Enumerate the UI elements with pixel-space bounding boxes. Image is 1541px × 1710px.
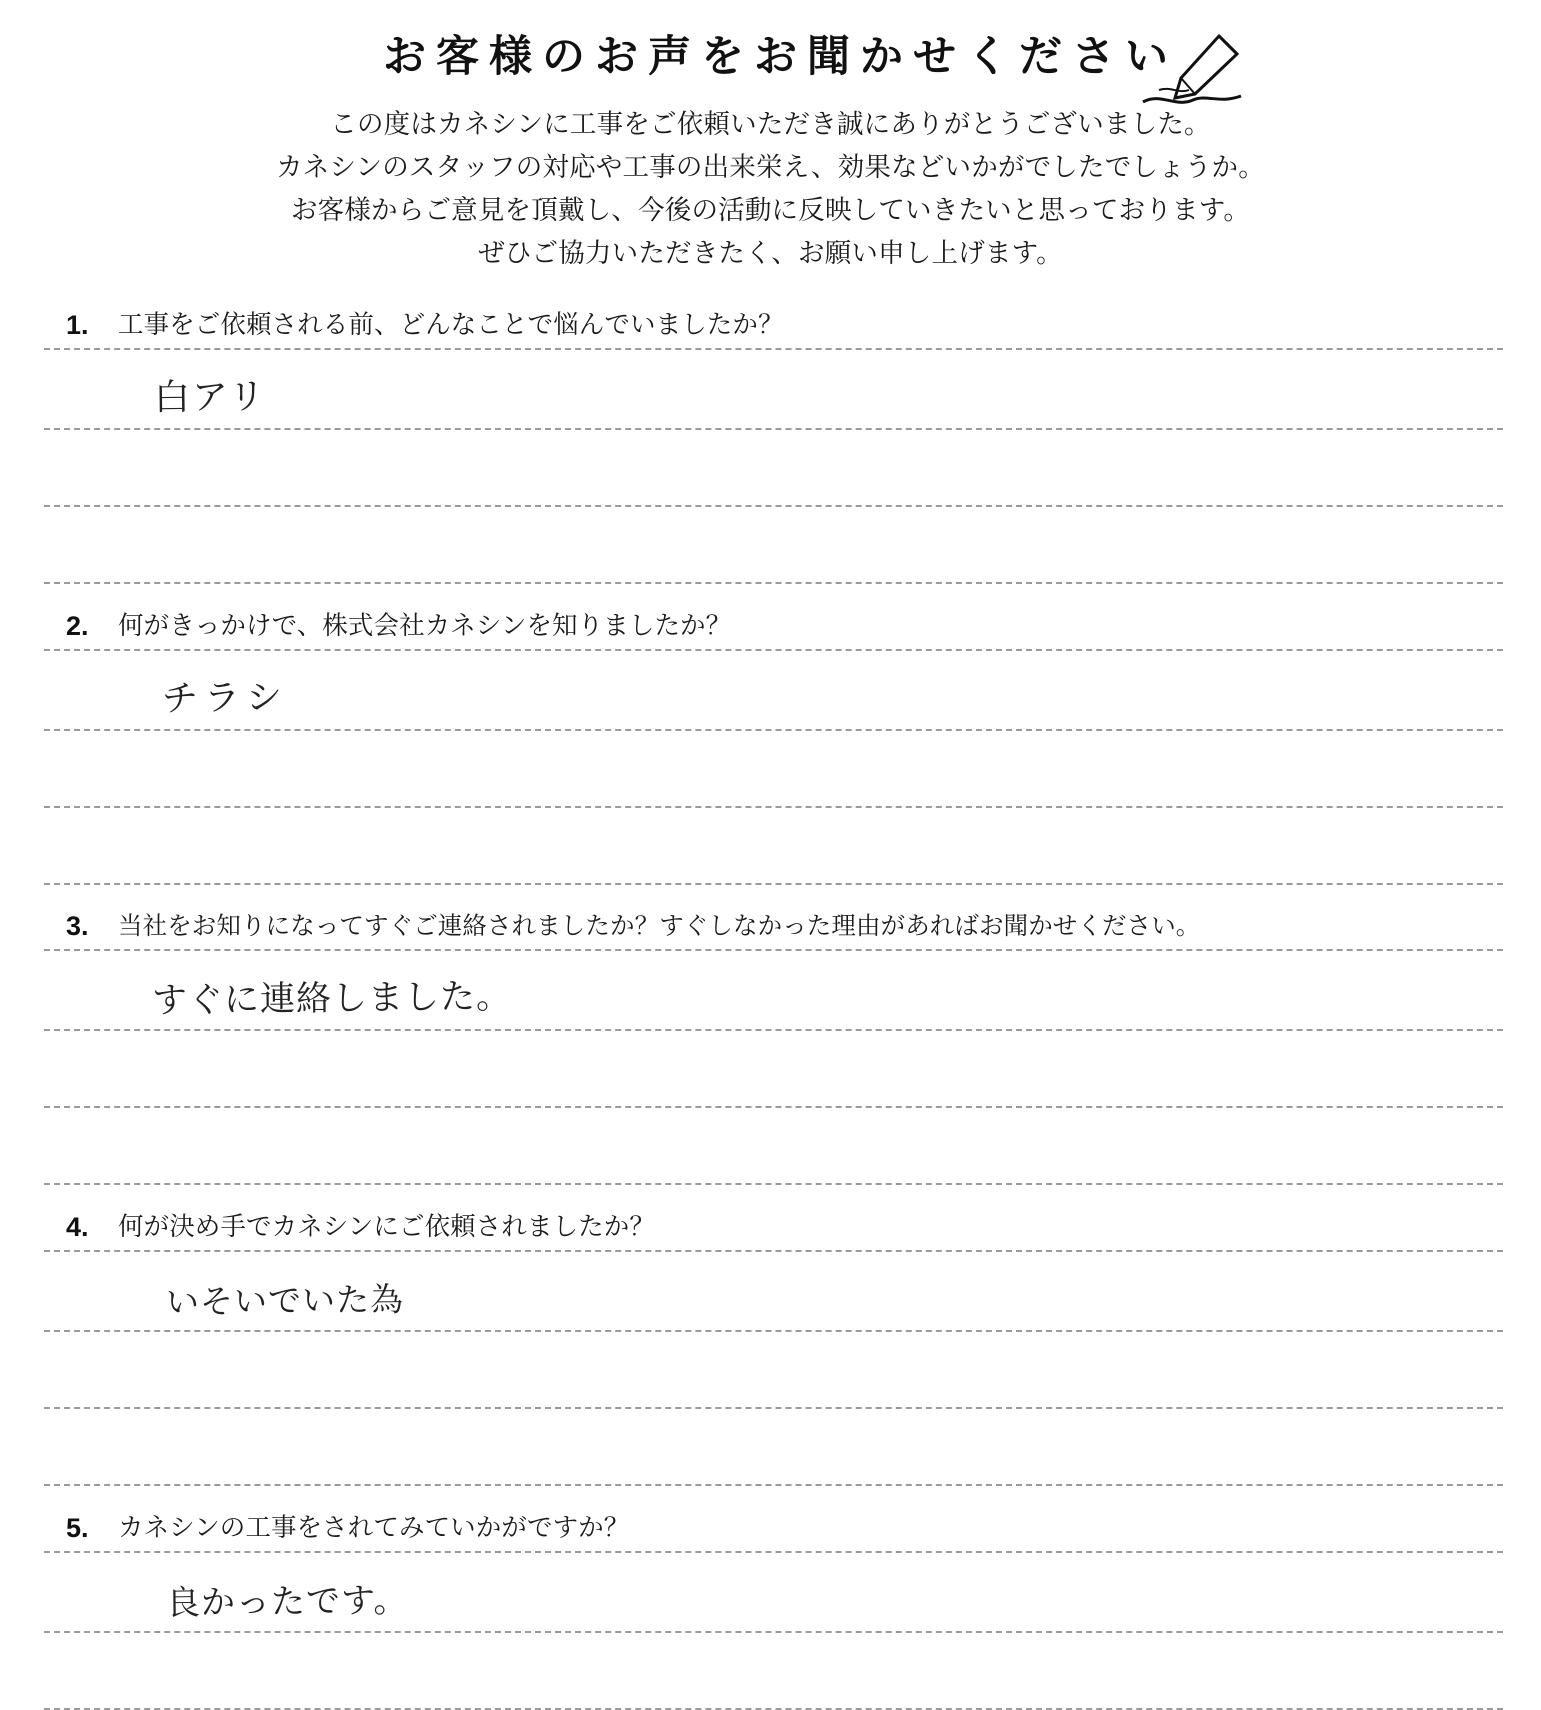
intro-line-4: ぜひご協力いただきたく、お願い申し上げます。 <box>478 238 1063 269</box>
question-header-3 <box>44 907 1503 942</box>
question-block-1 <box>44 305 1503 584</box>
intro-line-3: お客様からご意見を頂戴し、今後の活動に反映していきたいと思っております。 <box>290 195 1251 226</box>
question-number-1: 1. <box>66 309 89 340</box>
answer-text-4: いそいでいた為 <box>165 1279 405 1322</box>
answer-row[interactable] <box>44 1332 1503 1407</box>
question-text-3: 当社をお知りになってすぐご連絡されましたか？すぐしなかった理由があればお聞かせください。 <box>118 912 1201 940</box>
answer-row[interactable] <box>44 1553 1503 1631</box>
questions-list <box>0 305 1541 1710</box>
question-header-4 <box>44 1207 1503 1243</box>
answer-row[interactable] <box>44 1108 1503 1183</box>
answer-lines-2 <box>44 649 1503 885</box>
answer-row[interactable] <box>44 951 1503 1029</box>
answer-row[interactable] <box>44 507 1503 582</box>
question-text-1: 工事をご依頼される前、どんなことで悩んでいましたか？ <box>118 310 784 339</box>
question-number-2: 2. <box>66 610 89 641</box>
answer-row[interactable] <box>44 731 1503 806</box>
answer-row[interactable] <box>44 430 1503 505</box>
question-block-5 <box>44 1508 1503 1710</box>
answer-line-rule <box>44 1183 1503 1185</box>
intro-line-2: カネシンのスタッフの対応や工事の出来栄え、効果などいかがでしたでしょうか。 <box>276 152 1265 183</box>
question-number-5: 5. <box>66 1512 89 1543</box>
question-block-3 <box>44 907 1503 1185</box>
answer-row[interactable] <box>44 1031 1503 1106</box>
intro-line-1: この度はカネシンに工事をご依頼いただき誠にありがとうございました。 <box>330 109 1211 140</box>
answer-lines-4 <box>44 1250 1503 1486</box>
question-text-4: 何が決め手でカネシンにご依頼されましたか？ <box>118 1212 655 1241</box>
answer-row[interactable] <box>44 1252 1503 1330</box>
question-number-4: 4. <box>66 1211 89 1242</box>
question-block-4 <box>44 1207 1503 1486</box>
answer-text-1: 白アリ <box>153 376 267 419</box>
answer-text-3: すぐに連絡しました。 <box>151 976 513 1022</box>
answer-lines-5 <box>44 1551 1503 1710</box>
question-header-2 <box>44 606 1503 642</box>
answer-line-rule <box>44 883 1503 885</box>
answer-row[interactable] <box>44 350 1503 428</box>
answer-lines-1 <box>44 348 1503 584</box>
page-title: お客様のお声をお聞かせください <box>383 33 1178 81</box>
answer-line-rule <box>44 582 1503 584</box>
question-text-2: 何がきっかけで、株式会社カネシンを知りましたか？ <box>118 611 732 640</box>
question-header-1 <box>44 305 1503 341</box>
answer-lines-3 <box>44 949 1503 1185</box>
page-header <box>0 0 1541 275</box>
answer-row[interactable] <box>44 808 1503 883</box>
question-block-2 <box>44 606 1503 885</box>
answer-text-2: チラシ <box>161 677 289 720</box>
intro-text <box>0 103 1541 275</box>
question-header-5 <box>44 1508 1503 1544</box>
answer-row[interactable] <box>44 1409 1503 1484</box>
question-number-3: 3. <box>66 910 89 941</box>
pen-writing-icon <box>1141 30 1251 110</box>
question-text-5: カネシンの工事をされてみていかがですか？ <box>118 1513 630 1542</box>
answer-line-rule <box>44 1484 1503 1486</box>
answer-text-5: 良かったです。 <box>165 1580 409 1624</box>
answer-row[interactable] <box>44 651 1503 729</box>
answer-row[interactable] <box>44 1633 1503 1708</box>
